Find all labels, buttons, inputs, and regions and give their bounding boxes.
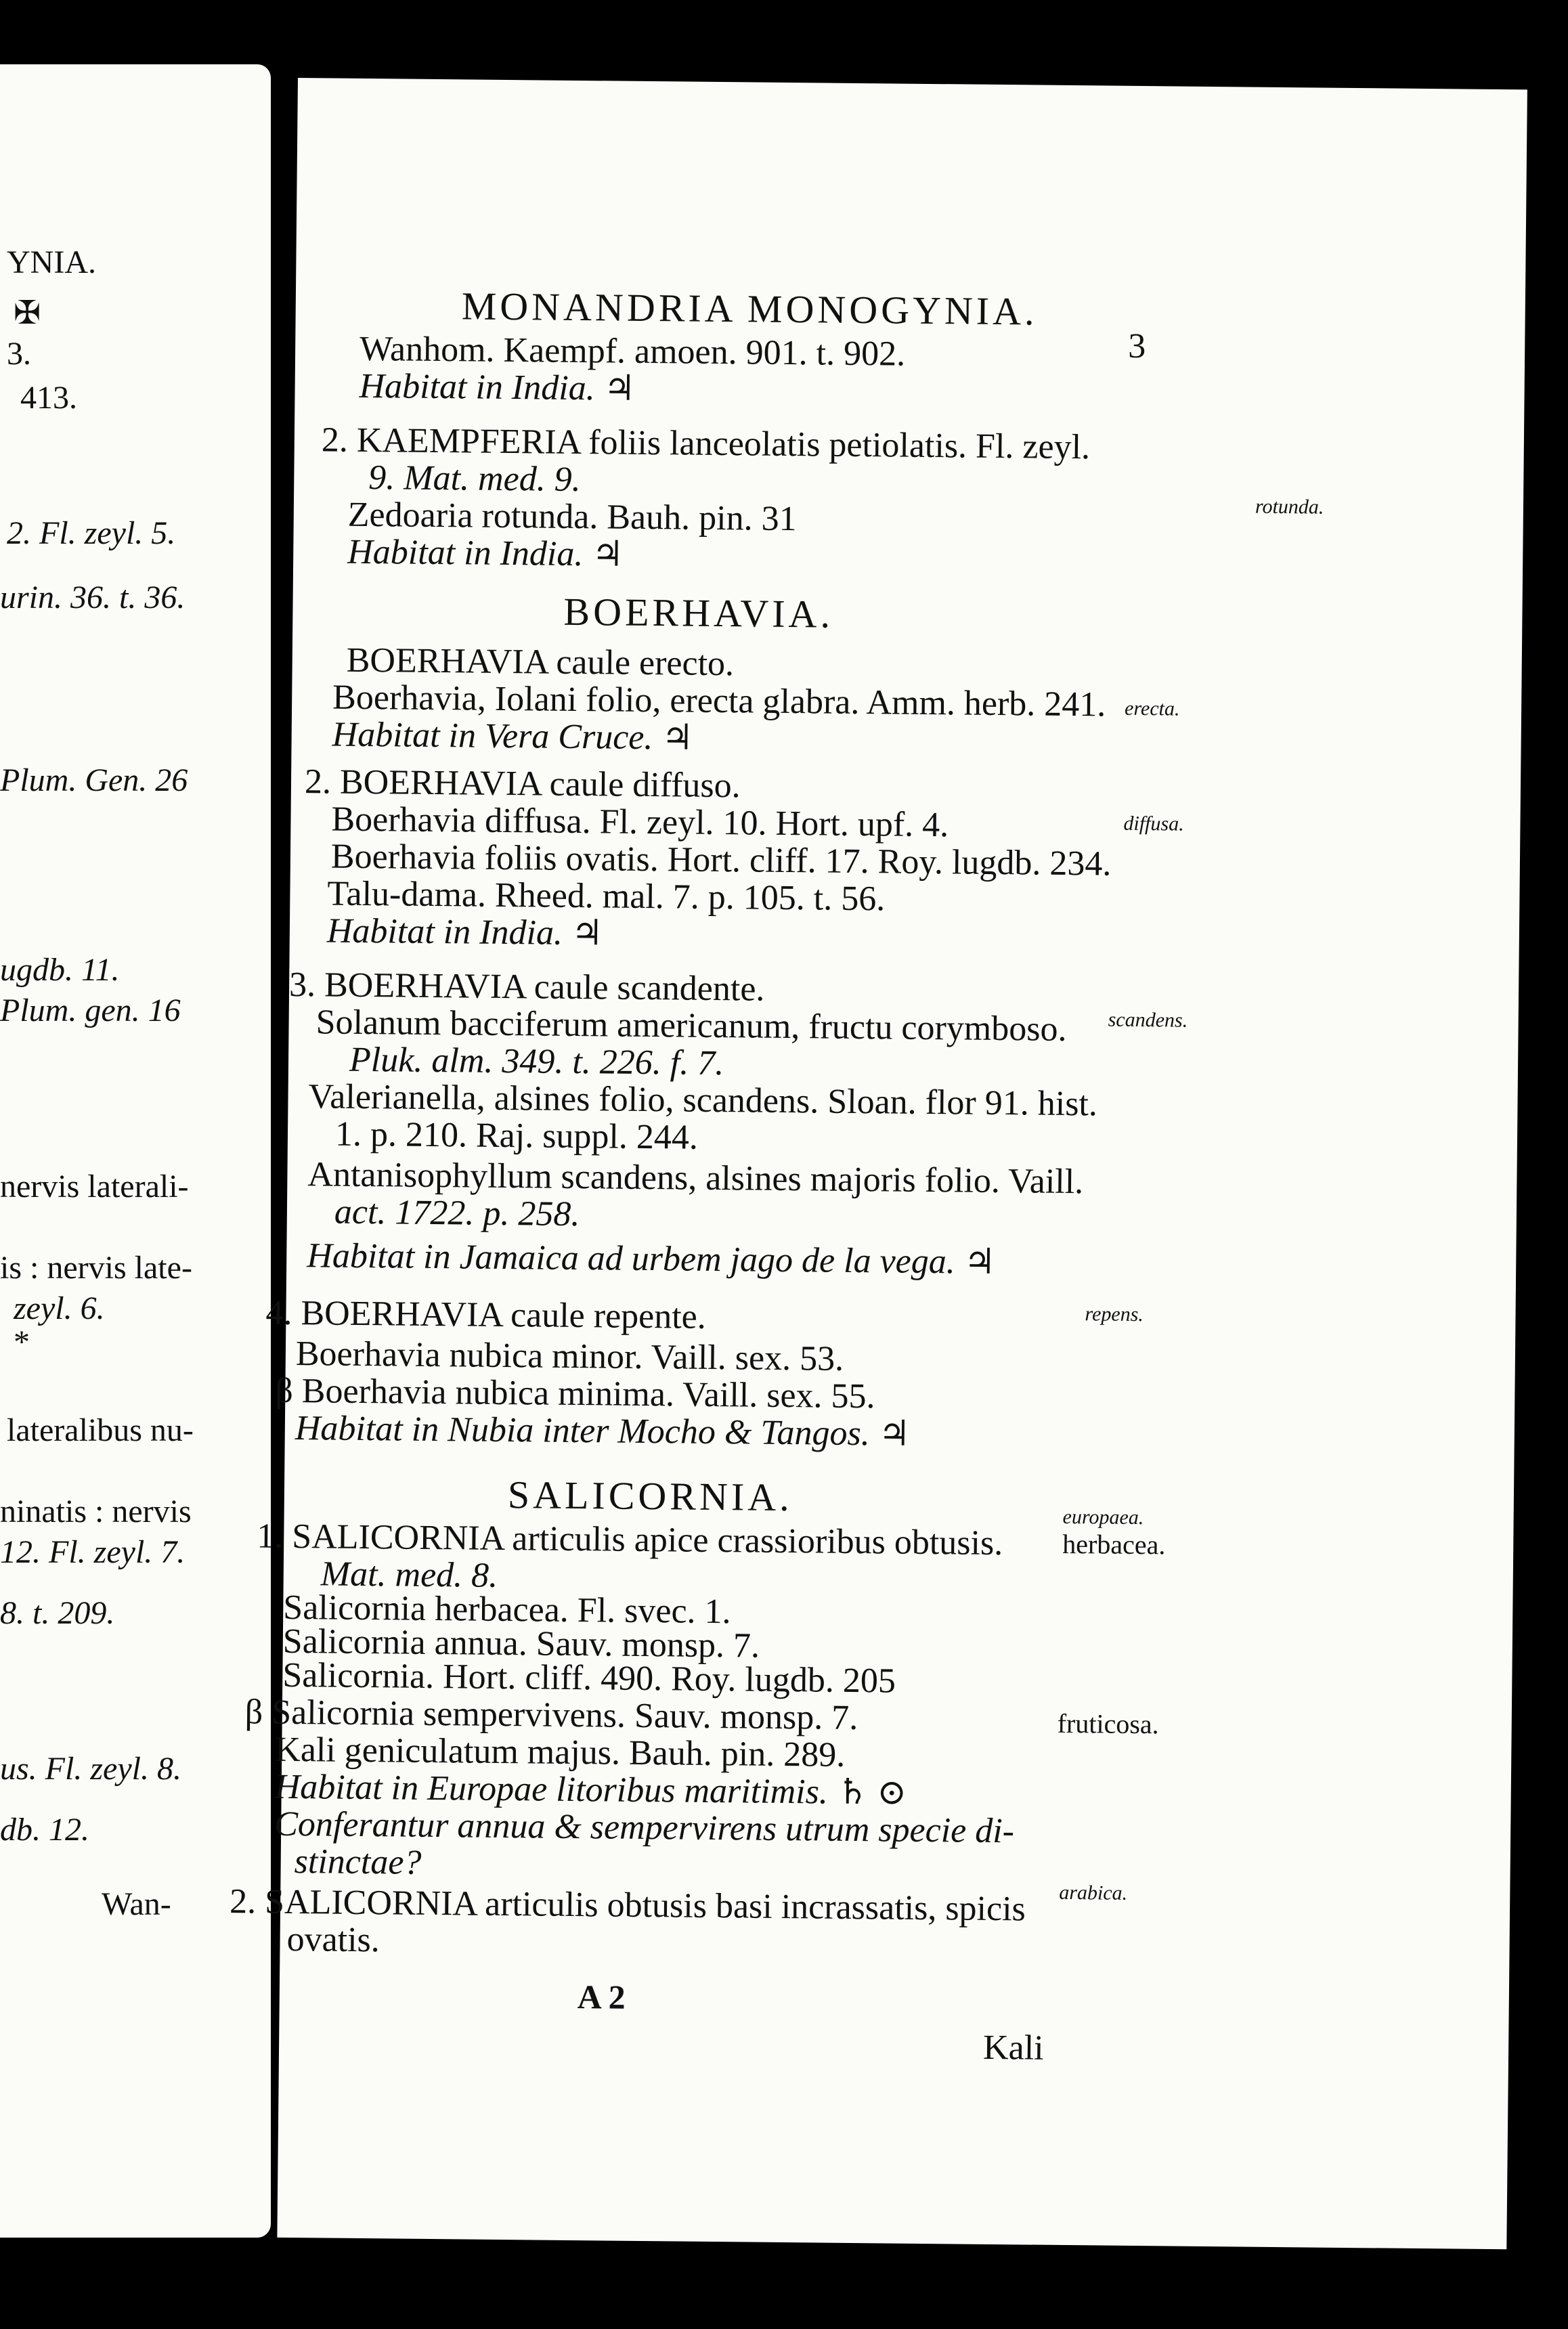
text-line: Conferantur annua & sempervirens utrum specie di-	[274, 1804, 1015, 1851]
text-line: 3. BOERHAVIA caule scandente.	[288, 965, 765, 1009]
text-line: 2. BOERHAVIA caule diffuso.	[304, 762, 741, 806]
left-line: db. 12.	[0, 1812, 89, 1848]
text-line: 1. p. 210. Raj. suppl. 244.	[334, 1114, 699, 1157]
margin-name: herbacea.	[1062, 1528, 1166, 1561]
text-line: Boerhavia foliis ovatis. Hort. cliff. 17. Roy. lugdb. 234.	[330, 837, 1112, 884]
left-line: lateralibus nu-	[7, 1412, 194, 1448]
signature-mark: A 2	[577, 1978, 626, 2016]
left-line: 413.	[20, 380, 77, 416]
text-line: Habitat in Nubia inter Mocho & Tangos. ♃	[295, 1409, 911, 1454]
text-line: Antanisophyllum scandens, alsines majoris folio. Vaill.	[307, 1155, 1084, 1202]
text-line: Solanum bacciferum americanum, fructu corymboso.	[315, 1003, 1067, 1049]
text-line: Habitat in India. ♃	[347, 532, 624, 574]
text-line: β Boerhavia nubica minima. Vaill. sex. 55.	[275, 1371, 875, 1416]
left-line: 3.	[7, 336, 31, 372]
section-heading-boerhavia: BOERHAVIA.	[563, 589, 834, 636]
left-line: us. Fl. zeyl. 8.	[0, 1751, 181, 1787]
left-line: 2. Fl. zeyl. 5.	[7, 515, 176, 551]
section-heading-salicornia: SALICORNIA.	[507, 1473, 793, 1520]
text-line: Talu-dama. Rheed. mal. 7. p. 105. t. 56.	[327, 874, 886, 919]
left-line: *	[14, 1324, 30, 1360]
left-line: nervis laterali-	[0, 1169, 189, 1204]
catchword: Kali	[982, 2028, 1044, 2068]
margin-name: europaea.	[1062, 1505, 1144, 1529]
text-line: Habitat in Jamaica ad urbem jago de la vega. ♃	[307, 1236, 996, 1282]
text-line: Boerhavia, Iolani folio, erecta glabra. Amm. herb. 241.	[332, 678, 1106, 724]
left-line: 12. Fl. zeyl. 7.	[0, 1534, 186, 1570]
margin-name: diffusa.	[1123, 812, 1184, 835]
left-line: zeyl. 6.	[14, 1290, 105, 1326]
text-line: β Salicornia sempervivens. Sauv. monsp. 7.	[244, 1693, 858, 1738]
text-line: Kali geniculatum majus. Bauh. pin. 289.	[275, 1730, 846, 1775]
left-line: Wan-	[102, 1886, 171, 1922]
left-line: 8. t. 209.	[0, 1595, 115, 1631]
text-line: 2. SALICORNIA articulis obtusis basi incrassatis, spicis	[229, 1882, 1026, 1929]
left-line: is : nervis late-	[0, 1250, 192, 1286]
text-line: stinctae?	[294, 1842, 422, 1882]
text-line: ovatis.	[286, 1919, 380, 1960]
margin-name: fruticosa.	[1057, 1707, 1159, 1740]
text-line: BOERHAVIA caule erecto.	[346, 640, 735, 684]
left-line: ninatis : nervis	[0, 1494, 192, 1529]
text-line: Pluk. alm. 349. t. 226. f. 7.	[349, 1040, 724, 1083]
text-line: Valerianella, alsines folio, scandens. Sloan. flor 91. hist.	[308, 1077, 1098, 1124]
text-line: Boerhavia nubica minor. Vaill. sex. 53.	[295, 1334, 844, 1378]
text-line: Wanhom. Kaempf. amoen. 901. t. 902.	[359, 329, 906, 374]
margin-name: scandens.	[1108, 1008, 1188, 1032]
margin-name: rotunda.	[1255, 495, 1324, 519]
left-line: Plum. Gen. 26	[0, 762, 188, 798]
text-line: act. 1722. p. 258.	[334, 1192, 580, 1234]
margin-name: arabica.	[1059, 1881, 1128, 1904]
text-line: Habitat in India. ♃	[359, 366, 636, 408]
text-line: Zedoaria rotunda. Bauh. pin. 31	[347, 495, 797, 539]
left-line: urin. 36. t. 36.	[0, 580, 186, 615]
text-line: Boerhavia diffusa. Fl. zeyl. 10. Hort. upf. 4.	[331, 800, 949, 845]
text-line: Salicornia herbacea. Fl. svec. 1.	[283, 1588, 731, 1632]
text-line: Mat. med. 8.	[320, 1554, 498, 1595]
left-line: ugdb. 11.	[0, 952, 120, 988]
margin-name: erecta.	[1124, 697, 1180, 720]
right-page	[229, 78, 1527, 2249]
left-line: YNIA.	[7, 244, 96, 280]
running-head: MONANDRIA MONOGYNIA.	[461, 284, 1038, 334]
text-line: 9. Mat. med. 9.	[368, 458, 582, 500]
text-line: Habitat in India. ♃	[326, 911, 603, 953]
margin-name: repens.	[1085, 1303, 1144, 1326]
page-number: 3	[1127, 326, 1146, 366]
text-line: 2. KAEMPFERIA foliis lanceolatis petiolatis. Fl. zeyl.	[321, 420, 1091, 467]
text-line: Salicornia annua. Sauv. monsp. 7.	[282, 1621, 760, 1666]
left-line: ✠	[14, 295, 41, 331]
left-line: Plum. gen. 16	[0, 993, 181, 1028]
text-line: 1. SALICORNIA articulis apice crassioribus obtusis.	[257, 1517, 1003, 1563]
text-line: 4. BOERHAVIA caule repente.	[265, 1293, 707, 1336]
text-line: Salicornia. Hort. cliff. 490. Roy. lugdb. 205	[282, 1655, 896, 1701]
text-line: Habitat in Vera Cruce. ♃	[332, 715, 694, 758]
text-line: Habitat in Europae litoribus maritimis. ♄ ⊙	[274, 1767, 907, 1812]
